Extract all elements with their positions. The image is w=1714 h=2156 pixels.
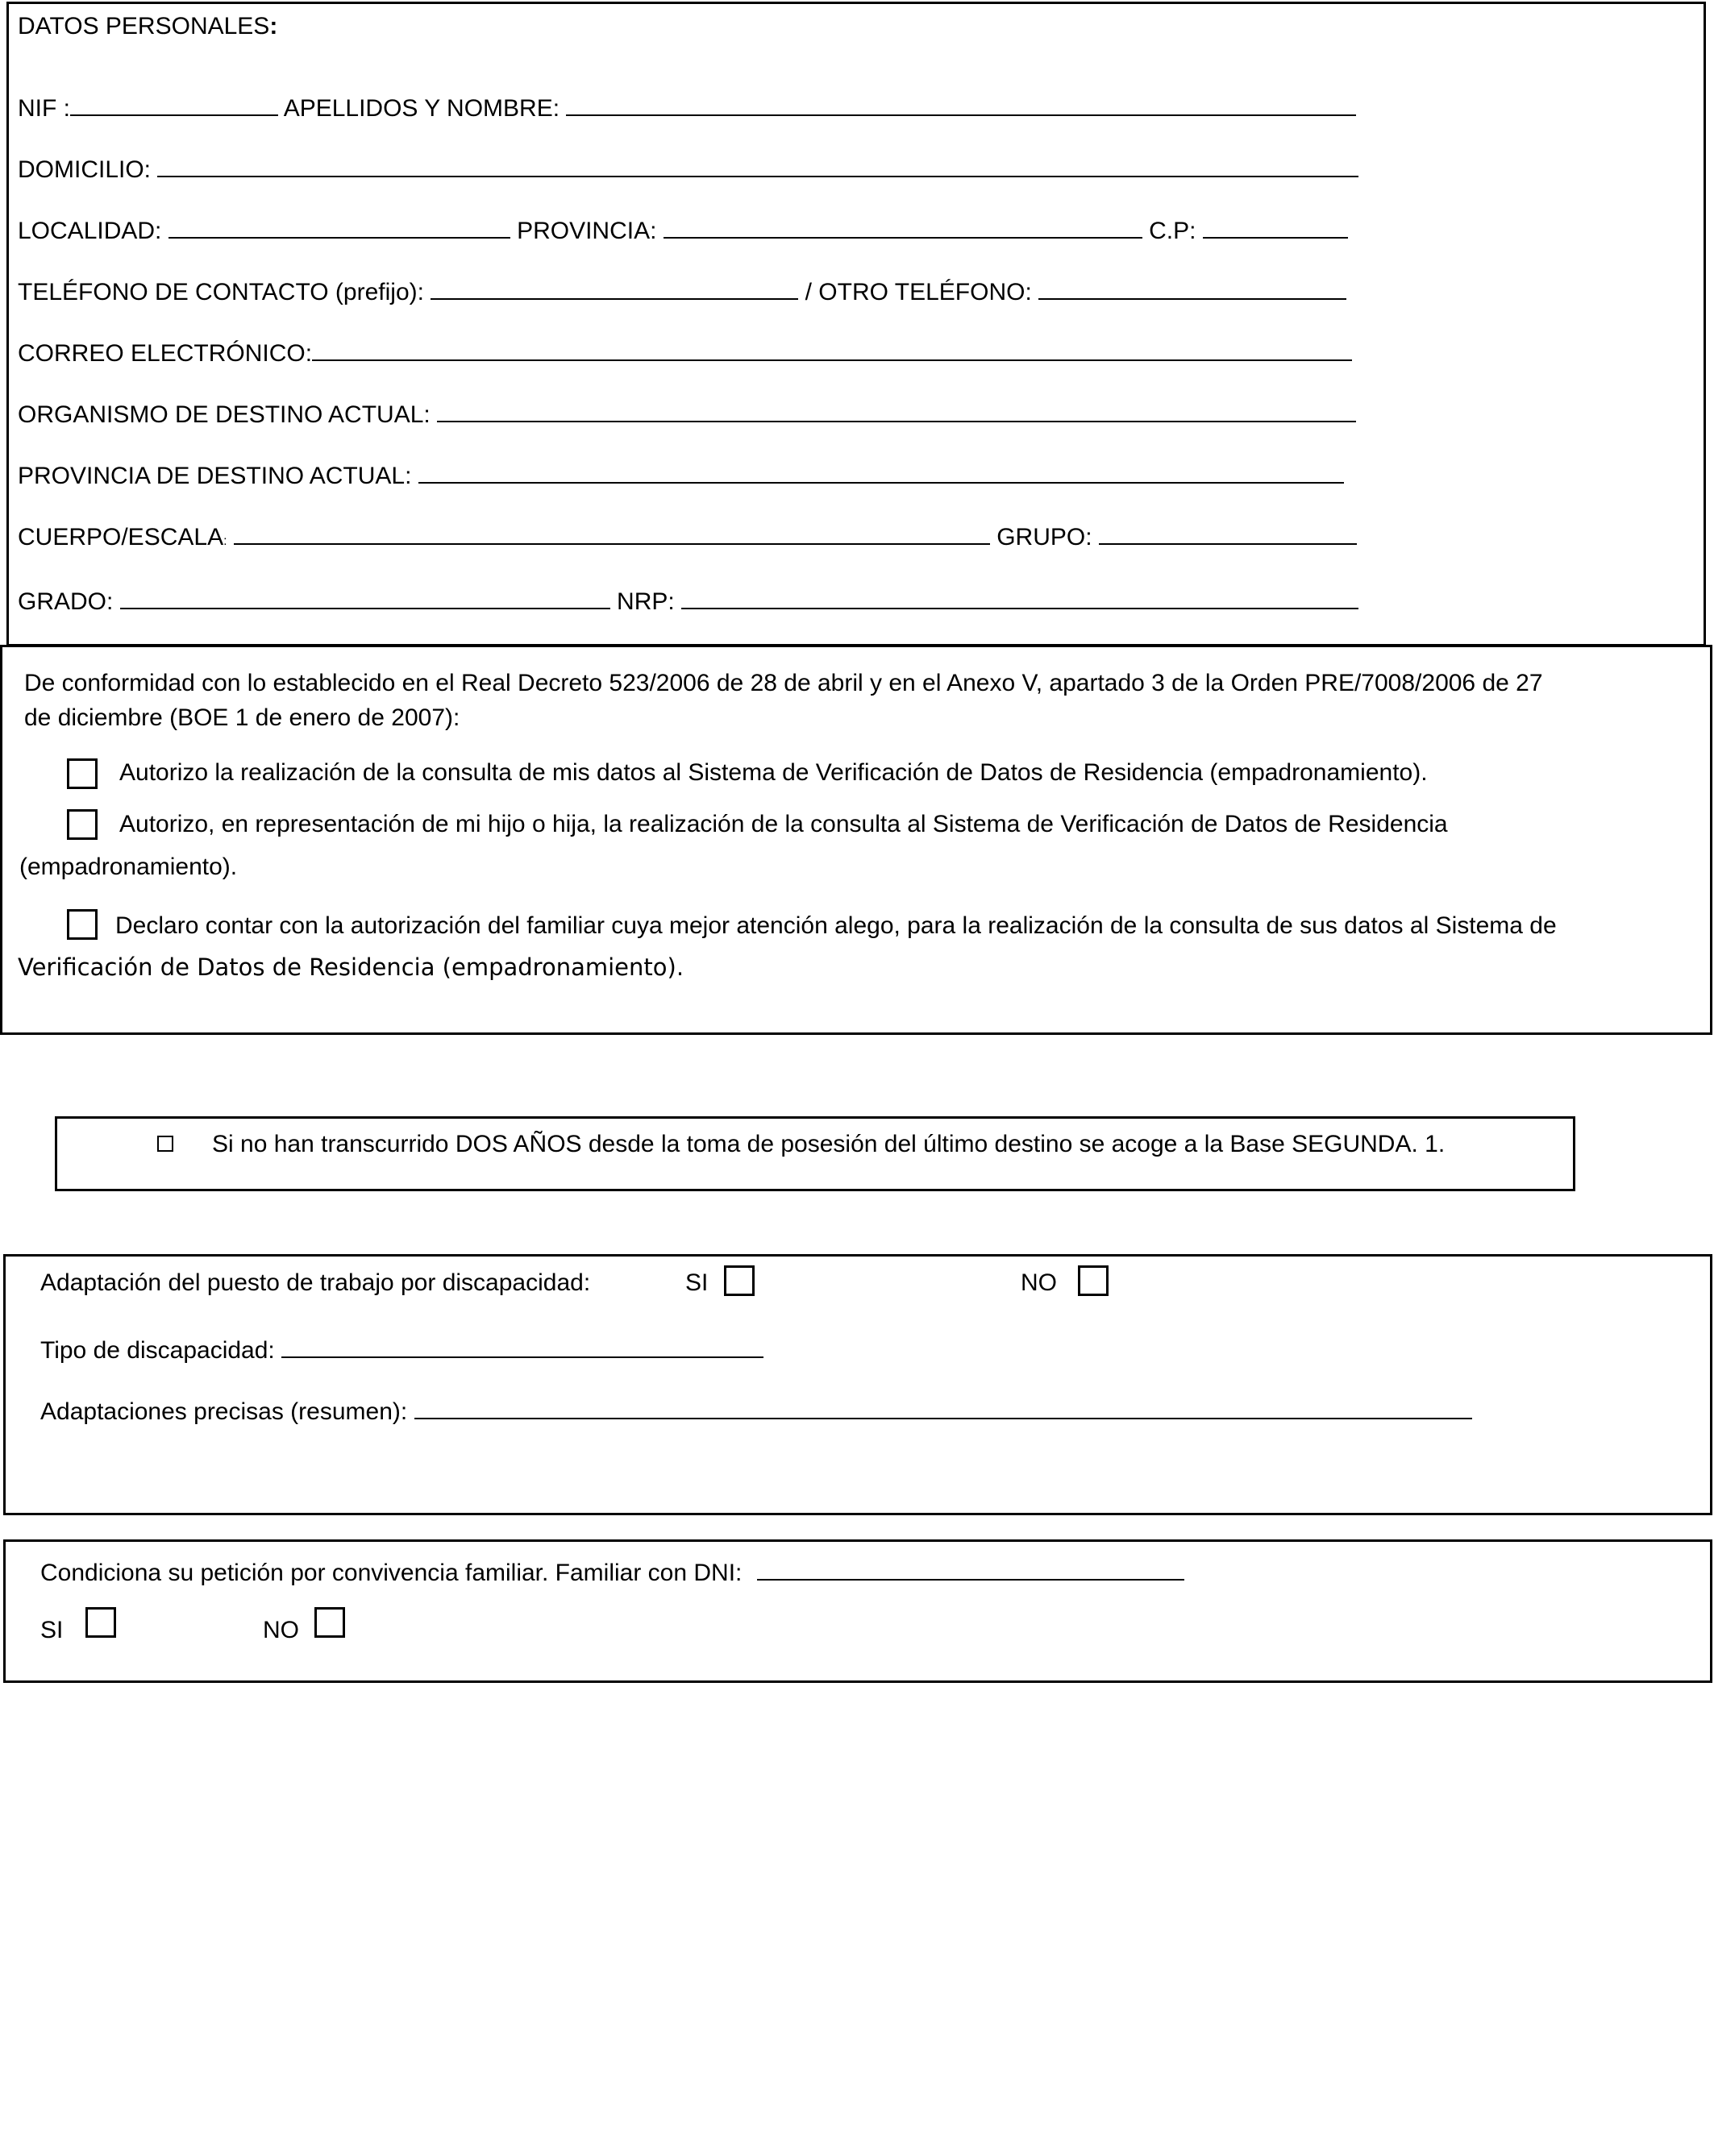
adaptaciones-label: Adaptaciones precisas (resumen): bbox=[40, 1398, 408, 1425]
cuerpo-field[interactable] bbox=[234, 522, 990, 545]
option3-checkbox[interactable] bbox=[67, 909, 98, 940]
cuerpo-label: CUERPO/ESCALA bbox=[18, 524, 224, 550]
provincia-destino-field[interactable] bbox=[418, 461, 1344, 484]
grado-field[interactable] bbox=[120, 587, 610, 609]
grupo-field[interactable] bbox=[1099, 522, 1357, 545]
cuerpo-colon: : bbox=[223, 534, 227, 548]
cp-field[interactable] bbox=[1203, 216, 1348, 239]
convivencia-no-label: NO bbox=[263, 1617, 299, 1643]
option2-text-line2: (empadronamiento). bbox=[19, 854, 238, 880]
otro-telefono-field[interactable] bbox=[1038, 277, 1346, 300]
consentimiento-intro-line1: De conformidad con lo establecido en el Real Decreto 523/2006 de 28 de abril y en el Anexo V, apartado 3 de la Orden PRE/7008/2006 de 27 bbox=[24, 670, 1543, 696]
organismo-row bbox=[18, 400, 1356, 427]
correo-field[interactable] bbox=[312, 339, 1352, 361]
option1-text: Autorizo la realización de la consulta de mis datos al Sistema de Verificación de Datos de Residencia (empadronamiento). bbox=[119, 759, 1428, 786]
organismo-label: ORGANISMO DE DESTINO ACTUAL: bbox=[18, 401, 431, 428]
nrp-label: NRP: bbox=[617, 588, 675, 615]
adaptacion-label: Adaptación del puesto de trabajo por discapacidad: bbox=[40, 1269, 591, 1296]
adaptaciones-row bbox=[40, 1397, 1472, 1424]
convivencia-no-checkbox[interactable] bbox=[314, 1607, 345, 1638]
domicilio-label: DOMICILIO: bbox=[18, 156, 152, 183]
correo-row bbox=[18, 339, 1352, 366]
section-title-colon: : bbox=[269, 13, 278, 39]
provincia-label: PROVINCIA: bbox=[517, 218, 657, 244]
convivencia-label: Condiciona su petición por convivencia familiar. Familiar con DNI: bbox=[40, 1560, 743, 1586]
localidad-row bbox=[18, 216, 1348, 243]
base-segunda-checkbox[interactable] bbox=[157, 1136, 173, 1152]
grupo-label: GRUPO: bbox=[996, 524, 1092, 550]
provincia-destino-label: PROVINCIA DE DESTINO ACTUAL: bbox=[18, 463, 412, 489]
base-segunda-text: Si no han transcurrido DOS AÑOS desde la toma de posesión del último destino se acoge a la Base SEGUNDA. 1. bbox=[212, 1131, 1446, 1157]
nrp-field[interactable] bbox=[681, 587, 1358, 609]
convivencia-row bbox=[40, 1558, 1184, 1585]
discapacidad-no-label: NO bbox=[1021, 1269, 1057, 1296]
apellidos-label: APELLIDOS Y NOMBRE: bbox=[283, 95, 560, 122]
option3-text-line1: Declaro contar con la autorización del familiar cuya mejor atención alego, para la realización de la consulta de sus datos al Sistema de bbox=[115, 912, 1557, 939]
discapacidad-si-checkbox[interactable] bbox=[724, 1265, 755, 1296]
convivencia-si-label: SI bbox=[40, 1617, 64, 1643]
domicilio-field[interactable] bbox=[157, 155, 1358, 177]
localidad-field[interactable] bbox=[168, 216, 510, 239]
tipo-row bbox=[40, 1336, 763, 1363]
convivencia-dni-field[interactable] bbox=[757, 1558, 1184, 1581]
provincia-destino-row bbox=[18, 461, 1344, 488]
discapacidad-no-checkbox[interactable] bbox=[1078, 1265, 1109, 1296]
nif-row bbox=[18, 93, 1356, 121]
section-title-text: DATOS PERSONALES bbox=[18, 13, 270, 39]
convivencia-si-checkbox[interactable] bbox=[85, 1607, 116, 1638]
telefono-row bbox=[18, 277, 1346, 305]
cp-label: C.P: bbox=[1149, 218, 1196, 244]
section-title bbox=[18, 15, 277, 39]
cuerpo-row bbox=[18, 522, 1357, 550]
correo-label: CORREO ELECTRÓNICO: bbox=[18, 340, 313, 367]
grado-label: GRADO: bbox=[18, 588, 114, 615]
nif-field[interactable] bbox=[70, 93, 278, 116]
otro-telefono-label: / OTRO TELÉFONO: bbox=[805, 279, 1032, 305]
apellidos-field[interactable] bbox=[566, 93, 1356, 116]
provincia-field[interactable] bbox=[664, 216, 1142, 239]
nif-label: NIF : bbox=[18, 95, 70, 122]
telefono-field[interactable] bbox=[431, 277, 798, 300]
organismo-field[interactable] bbox=[437, 400, 1356, 422]
localidad-label: LOCALIDAD: bbox=[18, 218, 162, 244]
telefono-label: TELÉFONO DE CONTACTO (prefijo): bbox=[18, 279, 424, 305]
grado-row bbox=[18, 587, 1358, 614]
adaptaciones-field[interactable] bbox=[414, 1397, 1472, 1419]
option2-text-line1: Autorizo, en representación de mi hijo o hija, la realización de la consulta al Sistema de Verificación de Datos de Residencia bbox=[119, 811, 1448, 837]
option3-text-line2: Verificación de Datos de Residencia (empadronamiento). bbox=[18, 953, 684, 981]
discapacidad-si-label: SI bbox=[685, 1269, 709, 1296]
consentimiento-intro-line2: de diciembre (BOE 1 de enero de 2007): bbox=[24, 704, 460, 731]
domicilio-row bbox=[18, 155, 1358, 182]
option2-checkbox[interactable] bbox=[67, 809, 98, 840]
option1-checkbox[interactable] bbox=[67, 758, 98, 789]
tipo-label: Tipo de discapacidad: bbox=[40, 1337, 275, 1364]
tipo-field[interactable] bbox=[281, 1336, 763, 1358]
